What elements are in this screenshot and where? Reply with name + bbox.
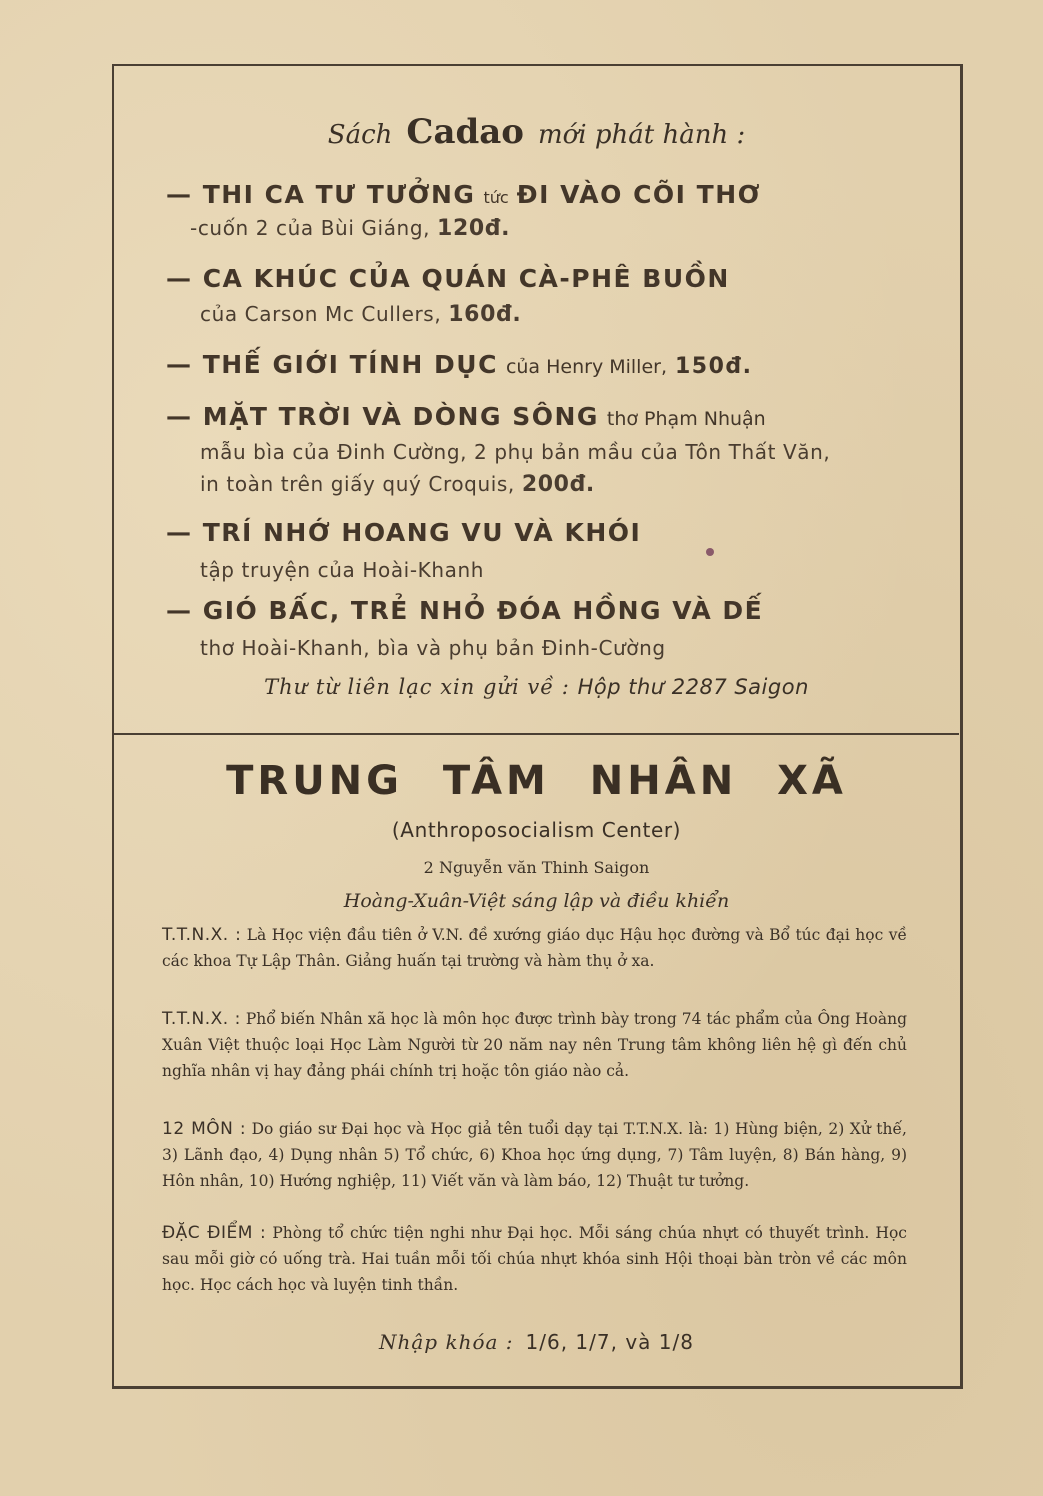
book-detail-text: -cuốn 2 của Bùi Giáng, — [190, 216, 431, 240]
book-price: 200đ. — [521, 472, 595, 497]
paragraph-3 — [162, 1116, 907, 1194]
paragraph-4 — [162, 1220, 907, 1298]
book-detail-6 — [200, 636, 666, 660]
book-detail-text: mẫu bìa của Đinh Cường, 2 phụ bản mầu của Tôn Thất Văn, — [200, 440, 831, 464]
book-detail-5 — [200, 558, 484, 582]
book-title-6 — [166, 596, 763, 625]
book-title-connector: tức — [483, 188, 509, 207]
book-detail-text: tập truyện của Hoài-Khanh — [200, 558, 485, 582]
center-founder: Hoàng-Xuân-Việt sáng lập và điều khiển — [343, 890, 730, 912]
book-title-5 — [166, 518, 641, 547]
paragraph-2 — [162, 1006, 907, 1084]
book-detail-4b — [200, 472, 595, 497]
contact-label: Thư từ liên lạc xin gửi về : — [264, 675, 570, 699]
paragraph-lead: T.T.N.X. : — [162, 1009, 241, 1029]
book-title-text: — MẶT TRỜI VÀ DÒNG SÔNG — [166, 402, 599, 431]
book-detail-2 — [200, 302, 521, 327]
book-author: của Henry Miller, — [505, 356, 667, 378]
enrollment-label: Nhập khóa : — [379, 1330, 514, 1354]
center-subtitle: (Anthroposocialism Center) — [391, 818, 682, 842]
publisher-name: Cadao — [406, 112, 524, 152]
center-address: 2 Nguyễn văn Thinh Saigon — [423, 858, 650, 877]
book-detail-4a — [200, 440, 830, 464]
paragraph-lead: 12 MÔN : — [162, 1119, 247, 1139]
book-price: 120đ. — [437, 216, 511, 241]
book-price: 150đ. — [675, 354, 753, 379]
book-title-text: — GIÓ BẤC, TRẺ NHỎ ĐÓA HỒNG VÀ DẾ — [166, 596, 764, 625]
book-title-2 — [166, 264, 730, 293]
paragraph-lead: ĐẶC ĐIỂM : — [162, 1223, 267, 1243]
paragraph-text: Phổ biến Nhân xã học là môn học được trình bày trong 74 tác phẩm của Ông Hoàng Xuân Việt thuộc loại Học Làm Người từ 20 năm nay nên Trung tâm không liên hệ gì đến chủ nghĩa nhân vị hay đảng phái chính trị hoặc tôn giáo nào cả. — [162, 1010, 907, 1080]
book-detail-1 — [190, 216, 510, 241]
book-title-text: — THI CA TƯ TƯỞNG — [166, 180, 476, 209]
book-title-1 — [166, 180, 761, 209]
book-title-text: — TRÍ NHỚ HOANG VU VÀ KHÓI — [166, 518, 642, 547]
paragraph-text: Là Học viện đầu tiên ở V.N. đề xướng giáo dục Hậu học đường và Bổ túc đại học về các khoa Tự Lập Thân. Giảng huấn tại trường và hàm thụ ở xa. — [162, 926, 907, 970]
paragraph-text: Phòng tổ chức tiện nghi như Đại học. Mỗi sáng chúa nhựt có thuyết trình. Học sau mỗi giờ có uống trà. Hai tuần mỗi tối chúa nhựt khóa sinh Hội thoại bàn tròn về các môn học. Học cách học và luyện tinh thần. — [162, 1224, 907, 1294]
heading-suffix: mới phát hành : — [537, 120, 746, 150]
paragraph-text: Do giáo sư Đại học và Học giả tên tuổi dạy tại T.T.N.X. là: 1) Hùng biện, 2) Xử thế, 3) Lãnh đạo, 4) Dụng nhân 5) Tổ chức, 6) Khoa học ứng dụng, 7) Tâm luyện, 8) Bán hàng, 9) Hôn nhân, 10) Hướng nghiệp, 11) Viết văn và làm báo, 12) Thuật tư tưởng. — [162, 1120, 907, 1190]
book-detail-text: in toàn trên giấy quý Croquis, — [200, 472, 515, 496]
section-divider — [114, 733, 959, 735]
heading-prefix: Sách — [327, 120, 393, 150]
center-title: TRUNG TÂM NHÂN XÃ — [226, 758, 847, 804]
book-author: thơ Phạm Nhuận — [606, 408, 766, 430]
paragraph-1 — [162, 922, 907, 974]
book-title-3 — [166, 350, 753, 379]
ink-spot — [706, 548, 714, 556]
book-price: 160đ. — [448, 302, 522, 327]
enrollment-value: 1/6, 1/7, và 1/8 — [525, 1330, 694, 1354]
paragraph-lead: T.T.N.X. : — [162, 925, 242, 945]
book-detail-text: của Carson Mc Cullers, — [200, 302, 442, 326]
contact-address: Hộp thư 2287 Saigon — [577, 675, 809, 699]
cadao-heading — [114, 112, 959, 152]
book-title-4 — [166, 402, 774, 431]
book-title-alt: ĐI VÀO CÕI THƠ — [516, 180, 761, 209]
book-title-text: — CA KHÚC CỦA QUÁN CÀ-PHÊ BUỒN — [166, 264, 730, 293]
book-detail-text: thơ Hoài-Khanh, bìa và phụ bản Đinh-Cường — [200, 636, 666, 660]
book-title-text: — THẾ GIỚI TÍNH DỤC — [166, 350, 498, 379]
contact-line — [114, 675, 959, 699]
enrollment-dates — [114, 1330, 959, 1354]
